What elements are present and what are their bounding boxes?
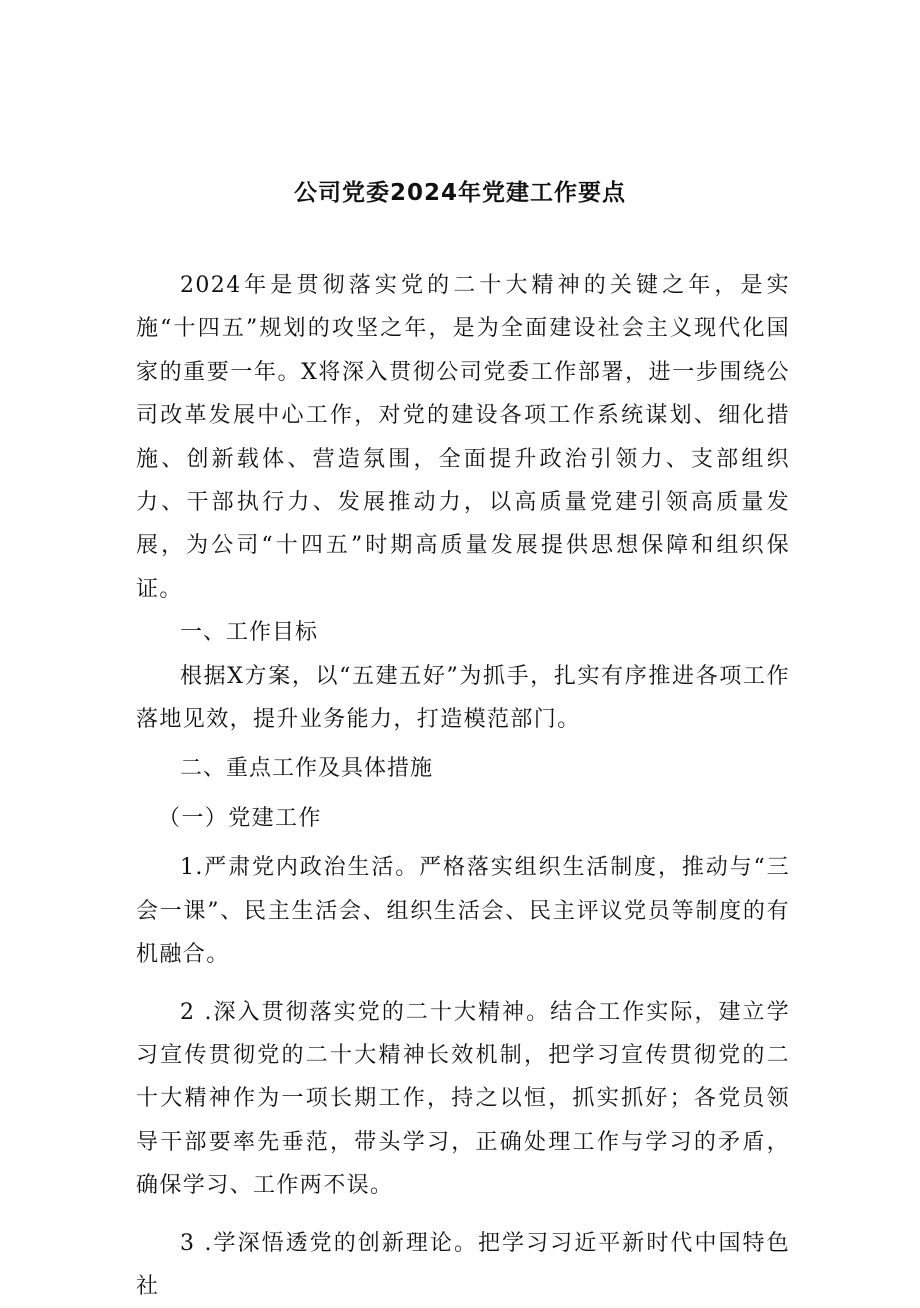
spacer xyxy=(136,1208,790,1222)
item-1-paragraph: 1.严肃党内政治生活。严格落实组织生活制度，推动与“三会一课”、民主生活会、组织生活会、民主评议党员等制度的有机融合。 xyxy=(136,855,790,968)
section-heading-goals: 一、工作目标 xyxy=(180,620,319,646)
item-3-paragraph: 3 .学深悟透党的创新理论。把学习习近平新时代中国特色社 xyxy=(136,1230,790,1299)
document-title: 公司党委2024年党建工作要点 xyxy=(293,180,626,206)
section-heading-key-work: 二、重点工作及具体措施 xyxy=(180,756,434,782)
document-body xyxy=(136,264,790,1308)
subsection-heading-party-building: （一）党建工作 xyxy=(158,805,322,831)
goals-paragraph: 根据X方案，以“五建五好”为抓手，扎实有序推进各项工作落地见效，提升业务能力，打造模范部门。 xyxy=(136,663,790,733)
spacer xyxy=(136,977,790,991)
intro-paragraph: 2024年是贯彻落实党的二十大精神的关键之年，是实施“十四五”规划的攻坚之年，是为全面建设社会主义现代化国家的重要一年。X将深入贯彻公司党委工作部署，进一步围绕公司改革发展中心工作，对党的建设各项工作系统谋划、细化措施、创新载体、营造氛围，全面提升政治引领力、支部组织力、干部执行力、发展推动力，以高质量党建引领高质量发展，为公司“十四五”时期高质量发展提供思想保障和组织保证。 xyxy=(136,273,790,602)
item-2-paragraph: 2 .深入贯彻落实党的二十大精神。结合工作实际，建立学习宣传贯彻党的二十大精神长效机制，把学习宣传贯彻党的二十大精神作为一项长期工作，持之以恒，抓实抓好；各党员领导干部要率先垂范，带头学习，正确处理工作与学习的矛盾，确保学习、工作两不误。 xyxy=(136,999,790,1199)
